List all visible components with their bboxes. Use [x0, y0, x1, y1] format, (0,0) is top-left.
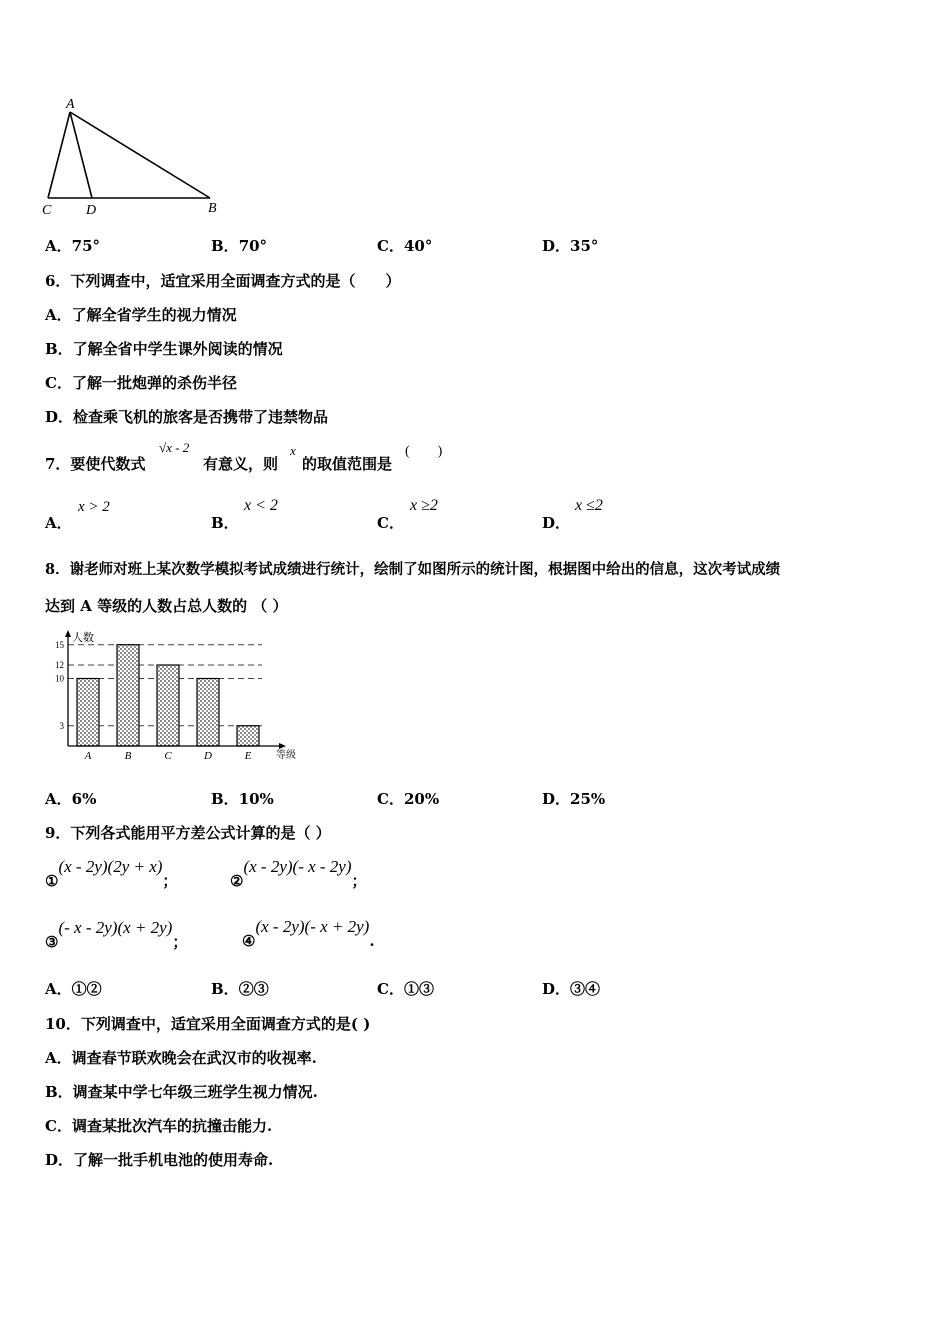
q9-option-c[interactable] — [377, 978, 434, 999]
q10-option-a[interactable]: A．调查春节联欢晚会在武汉市的收视率. — [45, 1049, 317, 1067]
q8-option-d[interactable] — [542, 788, 605, 809]
q6-stem: 6．下列调查中，适宜采用全面调查方式的是（ ） — [45, 272, 401, 290]
item-expression: (x - 2y)(2y + x) — [58, 857, 163, 876]
item-expression: (x - 2y)(- x - 2y) — [243, 857, 352, 876]
q7-option-d-expr: x ≤2 — [575, 497, 603, 514]
q7-option-a-letter[interactable]: A． — [45, 514, 72, 532]
q5-option-b[interactable] — [211, 235, 267, 256]
item-expression: (x - 2y)(- x + 2y) — [255, 917, 370, 936]
q7-option-b-letter[interactable]: B． — [211, 514, 239, 532]
option-text: 35° — [570, 237, 599, 255]
item-end: . — [369, 932, 375, 950]
item-number: ④ — [242, 932, 256, 950]
item-number: ③ — [45, 933, 59, 951]
vertex-c-label: C — [42, 203, 52, 218]
option-letter: A． — [45, 237, 72, 255]
item-end: ； — [172, 933, 188, 951]
grade-bar-chart — [44, 628, 306, 764]
q7-option-d-letter[interactable]: D． — [542, 514, 571, 532]
q7-option-a-expr: x > 2 — [78, 499, 110, 515]
q7-option-c-expr: x ≥2 — [410, 497, 438, 514]
vertex-a-label: A — [66, 97, 75, 112]
x-tick-B: B — [124, 750, 132, 762]
y-axis-label: 人数 — [72, 632, 94, 644]
option-letter: D． — [542, 790, 571, 808]
q5-option-d[interactable] — [542, 235, 598, 256]
item-number: ① — [45, 872, 59, 890]
x-axis-arrow — [279, 743, 286, 749]
y-tick-3: 3 — [59, 720, 64, 731]
q6-option-b[interactable]: B．了解全省中学生课外阅读的情况 — [45, 340, 283, 358]
option-letter: C． — [377, 237, 404, 255]
q7-stem-a: 7．要使代数式 — [45, 455, 146, 473]
q7-option-c-letter[interactable]: C． — [377, 514, 404, 532]
y-tick-15: 15 — [55, 639, 64, 650]
q9-item-4 — [242, 917, 375, 950]
vertex-d-label: D — [86, 203, 97, 218]
bar-E — [237, 726, 259, 746]
x-tick-A: A — [84, 750, 92, 762]
bar-A — [77, 679, 99, 747]
option-letter: D． — [542, 980, 571, 998]
q7-radical: √x - 2 — [159, 440, 190, 455]
q9-item-3 — [45, 917, 188, 951]
q5-option-a[interactable] — [45, 235, 100, 256]
q10-option-d[interactable]: D．了解一批手机电池的使用寿命. — [45, 1151, 274, 1169]
option-letter: A． — [45, 790, 72, 808]
q9-option-b[interactable] — [211, 978, 269, 999]
option-letter: A． — [45, 980, 72, 998]
q10-option-c[interactable]: C．调查某批次汽车的抗撞击能力. — [45, 1117, 273, 1135]
q7-var: x — [290, 443, 296, 458]
q9-item-1 — [45, 856, 178, 890]
q6-option-a[interactable]: A．了解全省学生的视力情况 — [45, 306, 237, 324]
chart-bars — [77, 645, 259, 746]
q9-option-a[interactable] — [45, 978, 102, 999]
q8-option-b[interactable] — [211, 788, 274, 809]
option-letter: B． — [211, 237, 239, 255]
x-axis-label: 等级 — [276, 750, 296, 761]
option-letter: C． — [377, 980, 404, 998]
q7-stem-b: 有意义，则 — [203, 455, 279, 473]
bar-B — [117, 645, 139, 746]
option-text: 75° — [71, 237, 101, 255]
option-text: ②③ — [238, 980, 269, 998]
option-letter: B． — [211, 980, 239, 998]
vertex-b-label: B — [208, 201, 217, 216]
option-letter: D． — [542, 237, 571, 255]
option-text: 6% — [71, 790, 97, 808]
option-text: ①③ — [403, 980, 434, 998]
q8-option-a[interactable] — [45, 788, 96, 809]
q10-stem: 10．下列调查中，适宜采用全面调查方式的是( ) — [45, 1015, 371, 1033]
q10-option-b[interactable]: B．调查某中学七年级三班学生视力情况. — [45, 1083, 318, 1101]
bar-C — [157, 665, 179, 746]
option-letter: B． — [211, 790, 239, 808]
q6-option-d[interactable]: D．检查乘飞机的旅客是否携带了违禁物品 — [45, 408, 329, 426]
y-tick-12: 12 — [55, 660, 64, 670]
y-tick-10: 10 — [55, 673, 64, 684]
option-text: 25% — [570, 790, 606, 808]
triangle-figure — [40, 92, 230, 222]
bar-D — [197, 679, 219, 747]
y-tick-labels — [55, 640, 65, 731]
item-number: ② — [230, 872, 244, 890]
x-tick-D: D — [204, 750, 212, 762]
q7-option-b-expr: x < 2 — [244, 497, 278, 514]
q8-stem-line2: 达到 A 等级的人数占总人数的 （ ） — [45, 597, 288, 615]
option-text: ①② — [71, 980, 102, 998]
y-axis-arrow — [65, 630, 71, 637]
x-tick-E: E — [244, 750, 252, 762]
option-letter: C． — [377, 790, 404, 808]
q6-option-c[interactable]: C．了解一批炮弹的杀伤半径 — [45, 374, 237, 392]
q8-option-c[interactable] — [377, 788, 439, 809]
q9-stem: 9．下列各式能用平方差公式计算的是（ ） — [45, 824, 331, 842]
option-text: 10% — [238, 790, 274, 808]
x-tick-labels — [84, 750, 252, 762]
q8-stem-line1: 8．谢老师对班上某次数学模拟考试成绩进行统计，绘制了如图所示的统计图，根据图中给出的信息，这次考试成绩 — [45, 561, 781, 578]
option-text: ③④ — [570, 980, 601, 998]
q7-stem-c: 的取值范围是 — [302, 455, 393, 473]
q7-paren: ( ) — [405, 444, 443, 459]
q5-option-c[interactable] — [377, 235, 432, 256]
x-tick-C: C — [164, 750, 172, 762]
option-text: 70° — [238, 237, 268, 255]
item-end: ； — [351, 872, 367, 890]
option-text: 20% — [403, 790, 440, 808]
q9-option-d[interactable] — [542, 978, 600, 999]
option-text: 40° — [403, 237, 433, 255]
item-expression: (- x - 2y)(x + 2y) — [58, 918, 173, 937]
q9-item-2 — [230, 856, 367, 890]
item-end: ； — [162, 872, 178, 890]
